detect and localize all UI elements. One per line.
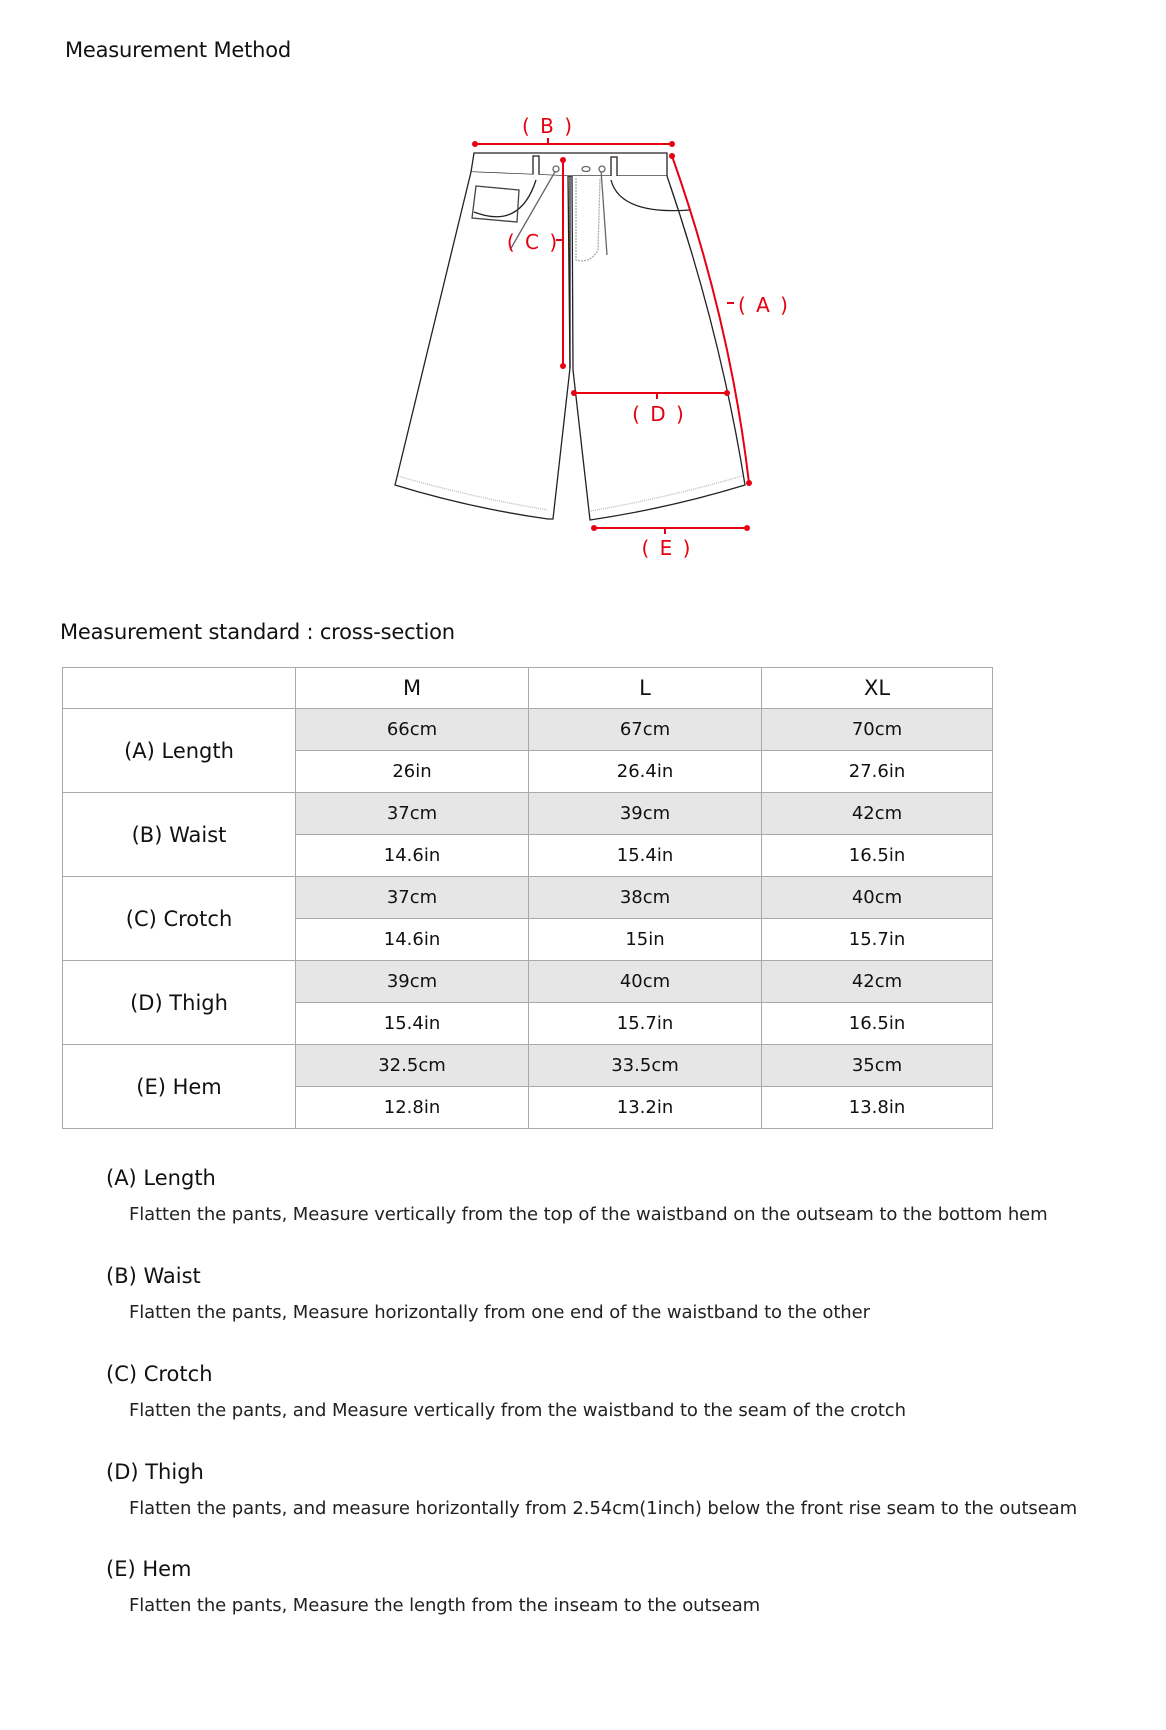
table-row — [63, 1045, 993, 1087]
table-row — [63, 793, 993, 835]
cell-value: 27.6in — [762, 751, 993, 793]
cell-value: 16.5in — [762, 1003, 993, 1045]
cell-value: 35cm — [762, 1045, 993, 1087]
cell-value: 39cm — [529, 793, 762, 835]
table-header-row — [63, 668, 993, 709]
row-label: (D) Thigh — [63, 961, 296, 1045]
label-a: ( A ) — [737, 293, 791, 317]
description-body: Flatten the pants, Measure the length from the inseam to the outseam — [129, 1595, 761, 1616]
cell-value: 40cm — [762, 877, 993, 919]
label-c: ( C ) — [506, 230, 560, 254]
row-label: (B) Waist — [63, 793, 296, 877]
table-row — [63, 709, 993, 751]
cell-value: 15.4in — [529, 835, 762, 877]
cell-value: 13.2in — [529, 1087, 762, 1129]
right-leg — [572, 176, 745, 520]
description-thigh — [106, 1459, 1077, 1521]
cell-value: 15.7in — [762, 919, 993, 961]
cell-value: 33.5cm — [529, 1045, 762, 1087]
description-body: Flatten the pants, and Measure vertically from the waistband to the seam of the crotch — [129, 1400, 906, 1421]
description-body: Flatten the pants, and measure horizontally from 2.54cm(1inch) below the front rise seam to the outseam — [129, 1498, 1078, 1519]
cell-value: 66cm — [296, 709, 529, 751]
description-waist — [106, 1263, 870, 1325]
cell-value: 32.5cm — [296, 1045, 529, 1087]
shorts-outline — [395, 153, 745, 520]
cell-value: 42cm — [762, 793, 993, 835]
cell-value: 15in — [529, 919, 762, 961]
description-crotch — [106, 1361, 906, 1423]
cell-value: 67cm — [529, 709, 762, 751]
cell-value: 12.8in — [296, 1087, 529, 1129]
header-empty — [63, 668, 296, 709]
cell-value: 26.4in — [529, 751, 762, 793]
cell-value: 26in — [296, 751, 529, 793]
label-d: ( D ) — [632, 402, 686, 426]
row-label: (E) Hem — [63, 1045, 296, 1129]
shorts-measurement-diagram — [0, 0, 1166, 600]
label-b: ( B ) — [521, 114, 575, 138]
cell-value: 42cm — [762, 961, 993, 1003]
cell-value: 13.8in — [762, 1087, 993, 1129]
header-size-xl: XL — [762, 668, 993, 709]
table-row — [63, 877, 993, 919]
cell-value: 39cm — [296, 961, 529, 1003]
description-body: Flatten the pants, Measure horizontally from one end of the waistband to the other — [129, 1302, 870, 1323]
size-table — [62, 667, 993, 1129]
description-hem — [106, 1556, 760, 1618]
cell-value: 16.5in — [762, 835, 993, 877]
row-label: (C) Crotch — [63, 877, 296, 961]
table-row — [63, 961, 993, 1003]
cell-value: 37cm — [296, 877, 529, 919]
description-heading: (D) Thigh — [106, 1460, 204, 1484]
left-leg — [395, 172, 570, 519]
description-body: Flatten the pants, Measure vertically from the top of the waistband on the outseam to the bottom hem — [129, 1204, 1048, 1225]
cell-value: 15.4in — [296, 1003, 529, 1045]
description-heading: (E) Hem — [106, 1557, 192, 1581]
cell-value: 70cm — [762, 709, 993, 751]
cell-value: 14.6in — [296, 835, 529, 877]
description-heading: (A) Length — [106, 1166, 216, 1190]
cell-value: 37cm — [296, 793, 529, 835]
description-length — [106, 1165, 1048, 1227]
cell-value: 15.7in — [529, 1003, 762, 1045]
description-heading: (B) Waist — [106, 1264, 201, 1288]
waistband — [471, 153, 667, 176]
description-heading: (C) Crotch — [106, 1362, 213, 1386]
cell-value: 38cm — [529, 877, 762, 919]
section-title: Measurement standard : cross-section — [60, 620, 455, 644]
page-title: Measurement Method — [65, 38, 292, 62]
row-label: (A) Length — [63, 709, 296, 793]
cell-value: 40cm — [529, 961, 762, 1003]
cell-value: 14.6in — [296, 919, 529, 961]
label-e: ( E ) — [641, 536, 693, 560]
header-size-l: L — [529, 668, 762, 709]
header-size-m: M — [296, 668, 529, 709]
